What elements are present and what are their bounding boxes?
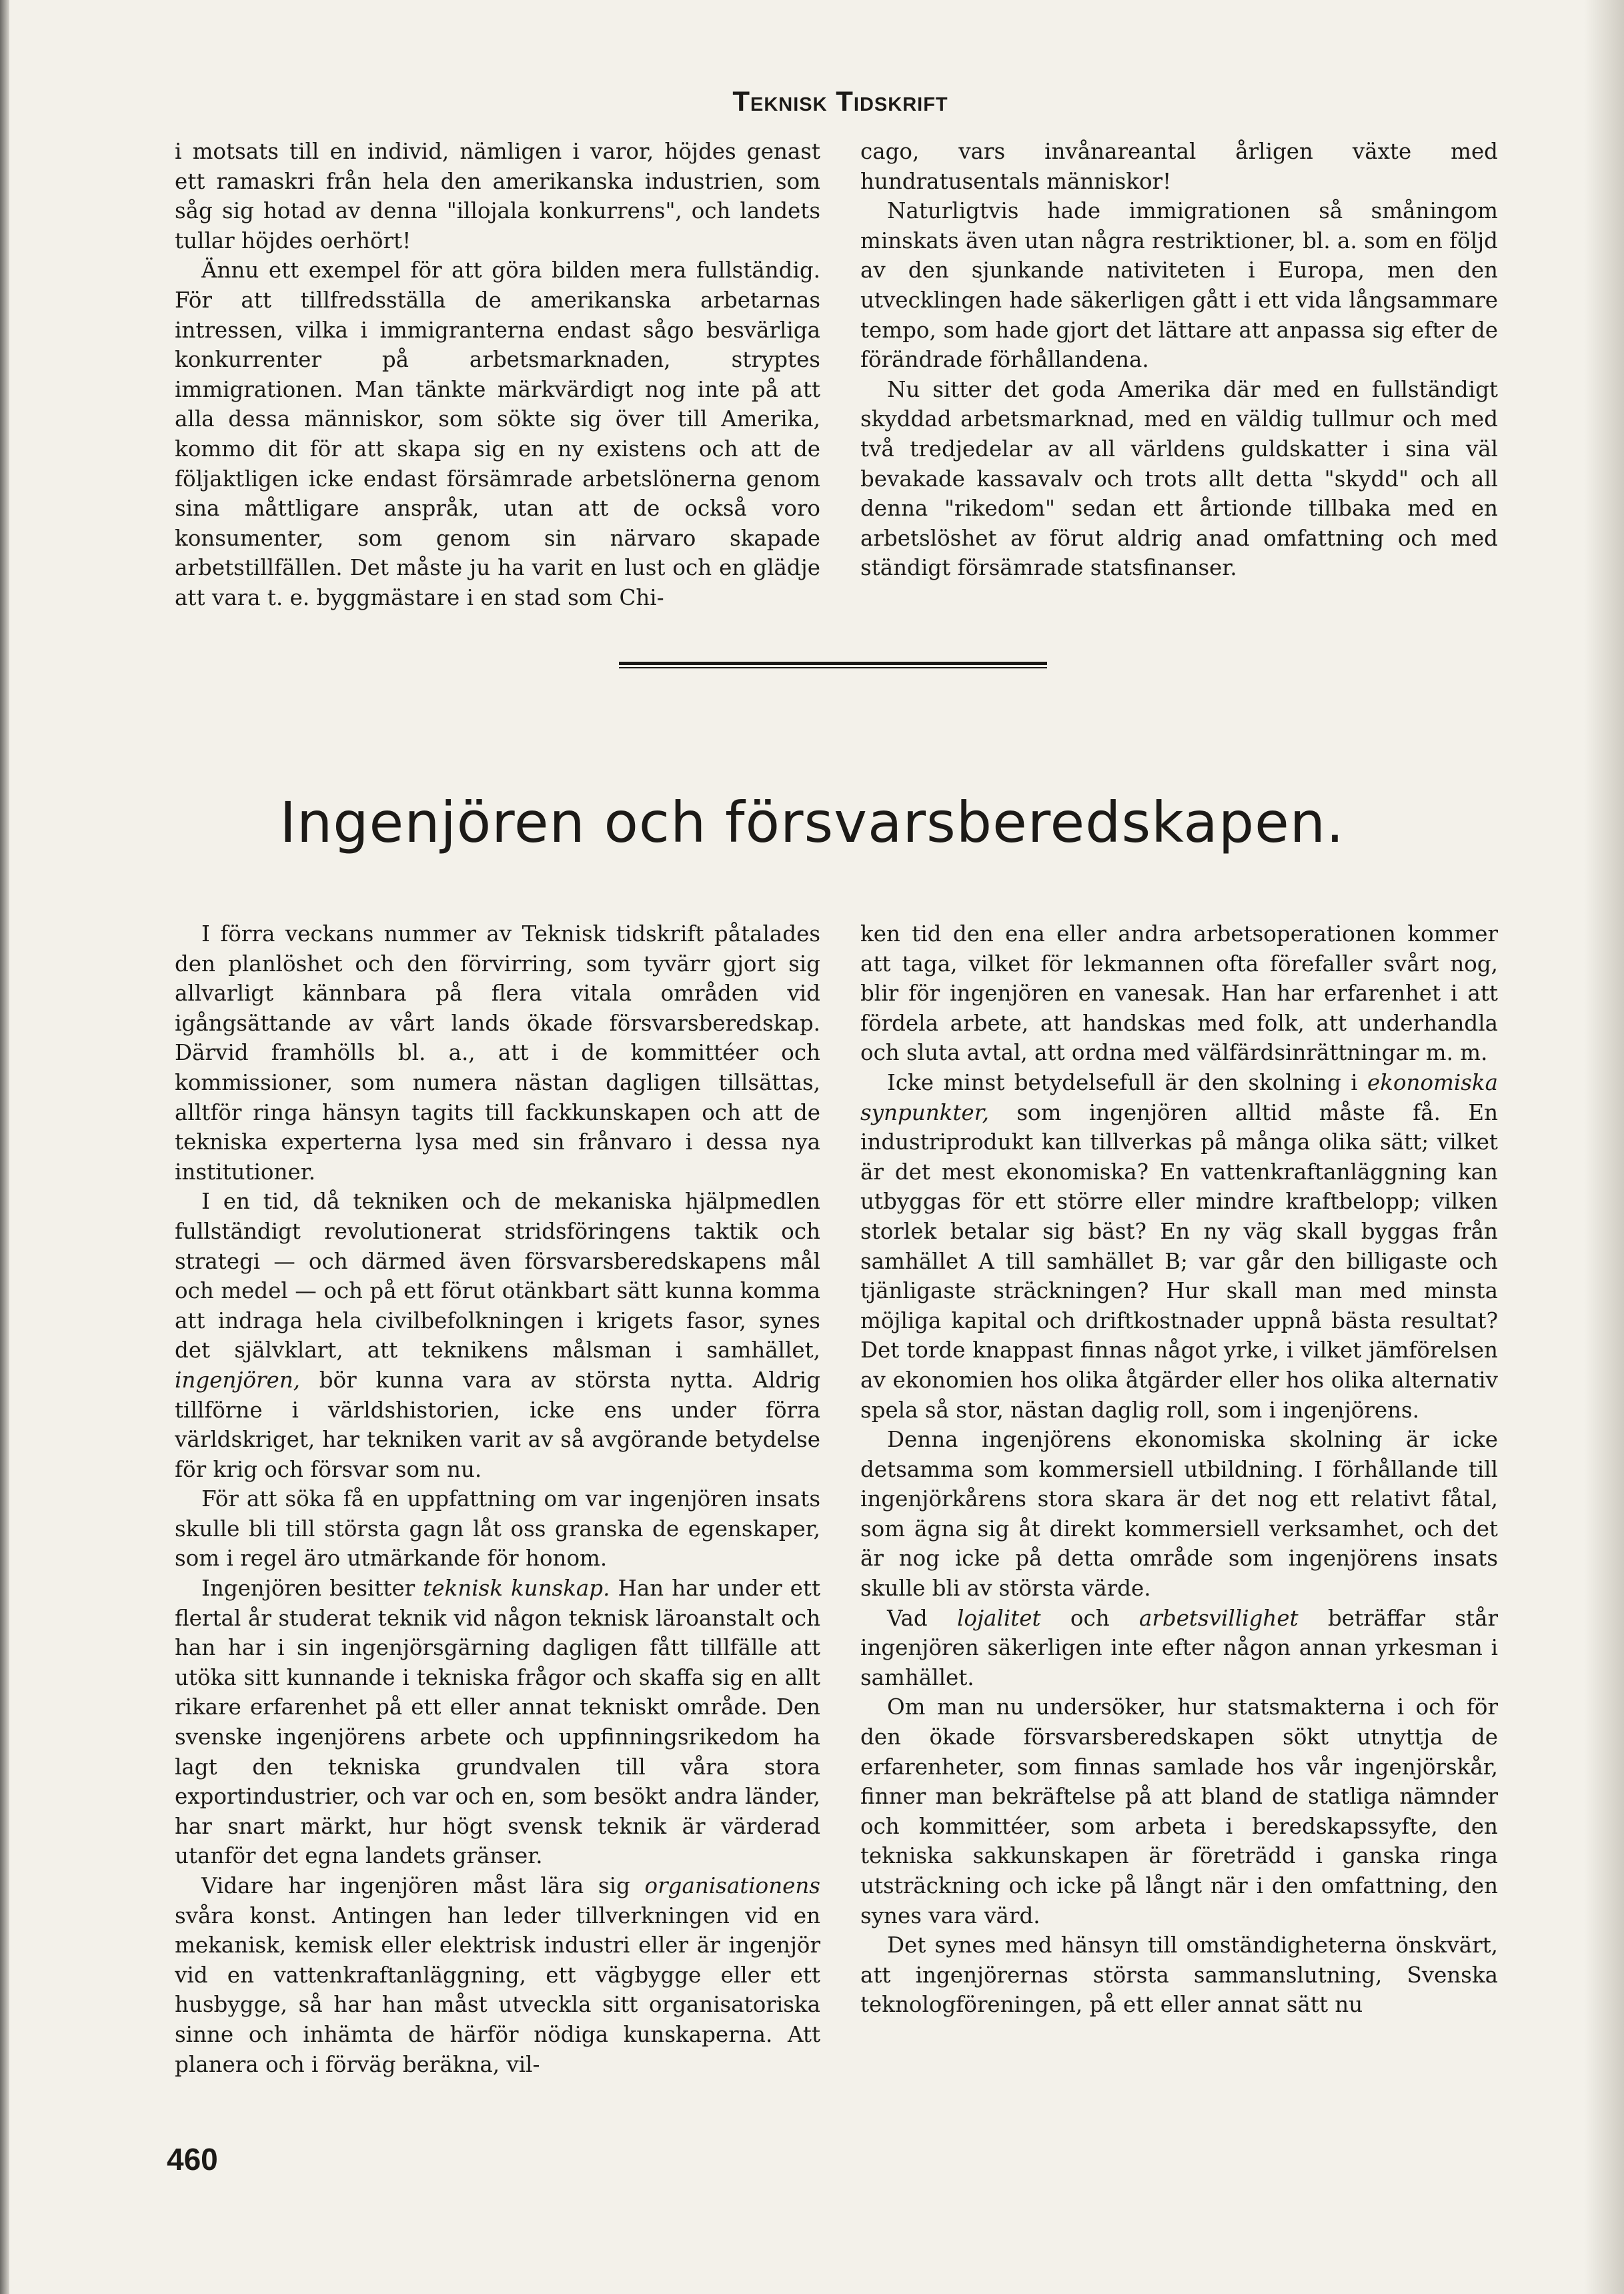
paragraph-text: ken tid den ena eller andra arbetsoperationen kommer att taga, vilket för lekmannen ofta förefaller svårt nog, blir för ingenjören en vanesak. Han har erfarenhet i att fördela arbete, att handskas med folk, att underhandla och sluta avtal, att ordna med välfärdsinrättningar m. m.	[860, 921, 1498, 1066]
paragraph-text: I förra veckans nummer av Teknisk tidskrift påtalades den planlöshet och den förvirring, som tyvärr gjort sig allvarligt kännbara på flera vitala områden vid igångsättande av vårt lands ökade försvarsberedskap. Därvid framhölls bl. a., att i de kommittéer och kommissioner, som numera nästan dagligen tillsättas, alltför ringa hänsyn tagits till fackkunskapen och att de tekniska experterna lysa med sin frånvaro i dessa nya institutioner.	[175, 921, 820, 1185]
emphasis-text: ingenjören,	[175, 1367, 300, 1393]
scan-edge-left	[0, 0, 9, 2294]
paragraph-text: som ingenjören alltid måste få. En industriprodukt kan tillverkas på många olika sätt; vilket är det mest ekonomiska? En vattenkraftanläggning kan utbyggas för ett större eller mindre kraftbelopp; vilken storlek betalar sig bäst? En ny väg skall byggas från samhället A till samhället B; var går den billigaste och tjänligaste sträckningen? Hur skall man med minsta möjliga kapital och driftkostnader uppnå bästa resultat? Det torde knappast finnas något yrke, i vilket jämförelsen av ekonomien hos olika åtgärder eller hos olika alternativ spela så stor, nästan daglig roll, som i ingenjörens.	[860, 1099, 1498, 1423]
paragraph	[860, 1930, 1498, 2020]
running-header: Teknisk Tidskrift	[732, 85, 948, 117]
paragraph-text: cago, vars invånareantal årligen växte med hundratusentals människor!	[860, 139, 1498, 194]
paragraph	[175, 1871, 820, 2079]
page-number: 460	[167, 2142, 218, 2177]
paragraph	[175, 919, 820, 1187]
paragraph-text: Det synes med hänsyn till omständigheterna önskvärt, att ingenjörernas största sammanslutning, Svenska teknologföreningen, på ett eller annat sätt nu	[860, 1932, 1498, 2018]
paragraph-text: Denna ingenjörens ekonomiska skolning är icke detsamma som kommersiell utbildning. I förhållande till ingenjörkårens stora skara är det nog ett relativt fåtal, som ägna sig åt direkt kommersiell verksamhet, och det är nog icke på detta område som ingenjörens insats skulle bli av största värde.	[860, 1427, 1498, 1602]
paragraph-text: svåra konst. Antingen han leder tillverkningen vid en mekanisk, kemisk eller elektrisk industri eller är ingenjör vid en vattenkraftanläggning, ett vägbygge eller ett husbygge, så har han måst utveckla sitt organisatoriska sinne och inhämta de härför nödiga kunskaperna. Att planera och i förväg beräkna, vil-	[175, 1902, 820, 2077]
paragraph	[175, 137, 820, 255]
paragraph-text: Han har under ett flertal år studerat teknik vid någon teknisk läroanstalt och han har i sin ingenjörsgärning dagligen fått tillfälle att utöka sitt kunnande i tekniska frågor och skaffa sig en allt rikare erfarenhet på ett eller annat tekniskt område. Den svenske ingenjörens arbete och uppfinningsrikedom ha lagt den tekniska grundvalen till våra stora exportindustrier, och var och en, som besökt andra länder, har snart märkt, hur högt svensk teknik är värderad utanför det egna landets gränser.	[175, 1576, 821, 1869]
column-article-right	[860, 919, 1498, 2020]
paragraph	[860, 1068, 1498, 1425]
paragraph-text: beträffar står ingenjören säkerligen inte efter någon annan yrkesman i samhället.	[860, 1605, 1498, 1690]
emphasis-text: lojalitet	[957, 1605, 1041, 1631]
paragraph-text: För att söka få en uppfattning om var ingenjören insats skulle bli till största gagn låt oss granska de egenskaper, som i regel äro utmärkande för honom.	[175, 1486, 820, 1572]
paragraph	[860, 375, 1498, 583]
paragraph-text: och	[1040, 1605, 1139, 1631]
paragraph	[860, 1425, 1498, 1604]
emphasis-text: arbetsvillighet	[1138, 1605, 1299, 1631]
paragraph-text: Vidare har ingenjören måst lära sig	[201, 1873, 645, 1898]
section-divider	[619, 662, 1047, 668]
column-article-left	[175, 919, 820, 2079]
paragraph	[175, 255, 820, 612]
paragraph-text: I en tid, då tekniken och de mekaniska hjälpmedlen fullständigt revolutionerat stridsföringens taktik och strategi — och därmed även försvarsberedskapens mål och medel — och på ett förut otänkbart sätt kunna komma att indraga hela civilbefolkningen i krigets fasor, synes det självklart, att teknikens målsman i samhället,	[175, 1189, 820, 1363]
paragraph	[860, 1604, 1498, 1693]
emphasis-text: organisationens	[644, 1873, 820, 1898]
paragraph	[175, 1574, 820, 1871]
paragraph-text: Nu sitter det goda Amerika där med en fullständigt skyddad arbetsmarknad, med en väldig tullmur och med två tredjedelar av all världens guldskatter i sina väl bevakade kassavalv och trots allt detta "skydd" och all denna "rikedom" sedan ett årtionde tillbaka med en arbetslöshet av förut aldrig anad omfattning och med ständigt försämrade statsfinanser.	[860, 376, 1498, 581]
paragraph-text: Om man nu undersöker, hur statsmakterna i och för den ökade försvarsberedskapen sökt utnyttja de erfarenheter, som finnas samlade hos vår ingenjörskår, finner man bekräftelse på att bland de statliga nämnder och kommittéer, som arbeta i beredskapssyfte, den tekniska sakkunskapen är företrädd i ganska ringa utsträckning och icke på långt när i den omfattning, den synes vara värd.	[860, 1694, 1498, 1928]
paragraph	[860, 1692, 1498, 1930]
paragraph	[860, 919, 1498, 1068]
paragraph-text: Ännu ett exempel för att göra bilden mera fullständig. För att tillfredsställa de amerikanska arbetarnas intressen, vilka i immigranterna endast sågo besvärliga konkurrenter på arbetsmarknaden, stryptes immigrationen. Man tänkte märkvärdigt nog inte på att alla dessa människor, som sökte sig över till Amerika, kommo dit för att skapa sig en ny existens och att de följaktligen icke endast försämrade arbetslönerna genom sina måttligare anspråk, utan att de också voro konsumenter, som genom sin närvaro skapade arbetstillfällen. Det måste ju ha varit en lust och en glädje att vara t. e. byggmästare i en stad som Chi-	[175, 257, 820, 610]
paragraph-text: Ingenjören besitter	[201, 1576, 424, 1602]
paragraph-text: Naturligtvis hade immigrationen så småningom minskats även utan några restriktioner, bl. a. som en följd av den sjunkande nativiteten i Europa, men den utvecklingen hade säkerligen gått i ett vida långsammare tempo, som hade gjort det lättare att anpassa sig efter de förändrade förhållandena.	[860, 198, 1498, 373]
paragraph-text: Icke minst betydelsefull är den skolning i	[887, 1069, 1368, 1095]
paragraph	[175, 1187, 820, 1484]
paragraph	[860, 196, 1498, 375]
emphasis-text: ekonomiska synpunkter,	[860, 1069, 1498, 1125]
column-top-left	[175, 137, 820, 613]
emphasis-text: teknisk kunskap.	[423, 1576, 610, 1602]
article-title: Ingenjören och försvarsberedskapen.	[279, 790, 1345, 855]
paragraph	[175, 1484, 820, 1574]
paragraph-text: bör kunna vara av största nytta. Aldrig tillförne i världshistorien, icke ens under förra världskriget, har tekniken varit av så avgörande betydelse för krig och försvar som nu.	[175, 1367, 820, 1482]
paragraph-text: i motsats till en individ, nämligen i varor, höjdes genast ett ramaskri från hela den amerikanska industrien, som såg sig hotad av denna "illojala konkurrens", och landets tullar höjdes oerhört!	[175, 139, 820, 253]
column-top-right	[860, 137, 1498, 583]
paragraph	[860, 137, 1498, 196]
scan-edge-right	[1584, 0, 1624, 2294]
paragraph-text: Vad	[887, 1605, 958, 1631]
